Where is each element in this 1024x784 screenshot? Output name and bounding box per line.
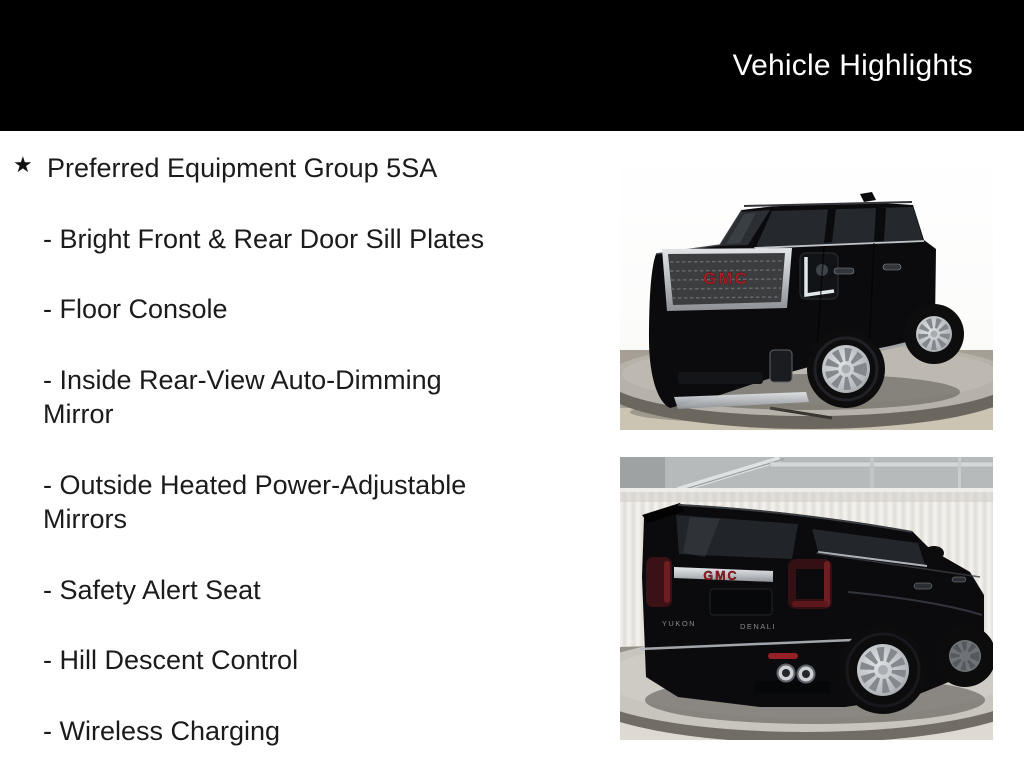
- side-mirror: [924, 546, 944, 560]
- equipment-group-label: Preferred Equipment Group 5SA: [47, 153, 438, 183]
- highlights-list: [0, 151, 600, 784]
- rear-wheel: [839, 626, 927, 714]
- door-handle: [834, 268, 854, 274]
- feature-item: - Inside Rear-View Auto-Dimming Mirror: [43, 364, 442, 429]
- suv-front-illustration: [620, 150, 993, 430]
- feature-item: - Wireless Charging: [43, 715, 281, 746]
- equipment-group-item: [0, 151, 600, 186]
- star-bullet-icon: ★: [13, 152, 33, 177]
- taillight-right: [788, 559, 832, 609]
- curtain-rod: [620, 488, 993, 492]
- fog-light: [770, 350, 792, 382]
- diffuser: [755, 681, 830, 693]
- bumper-intake: [678, 372, 763, 384]
- taillight-left: [646, 557, 672, 607]
- gmc-grille-badge: GMC: [703, 269, 749, 288]
- yukon-badge: YUKON: [661, 619, 697, 628]
- front-wheel: [807, 330, 885, 408]
- feature-item: - Floor Console: [43, 294, 228, 324]
- license-recess: [710, 589, 772, 615]
- vehicle-photo-front: [620, 150, 993, 430]
- feature-item: - Hill Descent Control: [43, 645, 299, 675]
- door-handle: [883, 264, 901, 270]
- header-bar: [0, 0, 1024, 131]
- rear-wheel: [904, 304, 964, 364]
- curtain-top-shadow: [620, 492, 993, 502]
- page-title: Vehicle Highlights: [732, 48, 973, 82]
- feature-item: - Outside Heated Power-Adjustable Mirrors: [43, 469, 467, 534]
- suv-rear-illustration: [620, 457, 993, 740]
- bumper-reflector: [768, 653, 798, 659]
- c-pillar: [874, 208, 886, 241]
- denali-badge: DENALI: [739, 622, 777, 631]
- side-windows: [756, 207, 923, 247]
- door-handle: [952, 577, 966, 582]
- feature-item: - Safety Alert Seat: [43, 574, 261, 605]
- ceiling-corner: [620, 457, 665, 490]
- gmc-tailgate-badge: GMC: [703, 569, 739, 583]
- feature-item: - Bright Front & Rear Door Sill Plates: [43, 223, 485, 254]
- door-handle: [914, 583, 932, 589]
- vehicle-photo-rear: [620, 457, 993, 740]
